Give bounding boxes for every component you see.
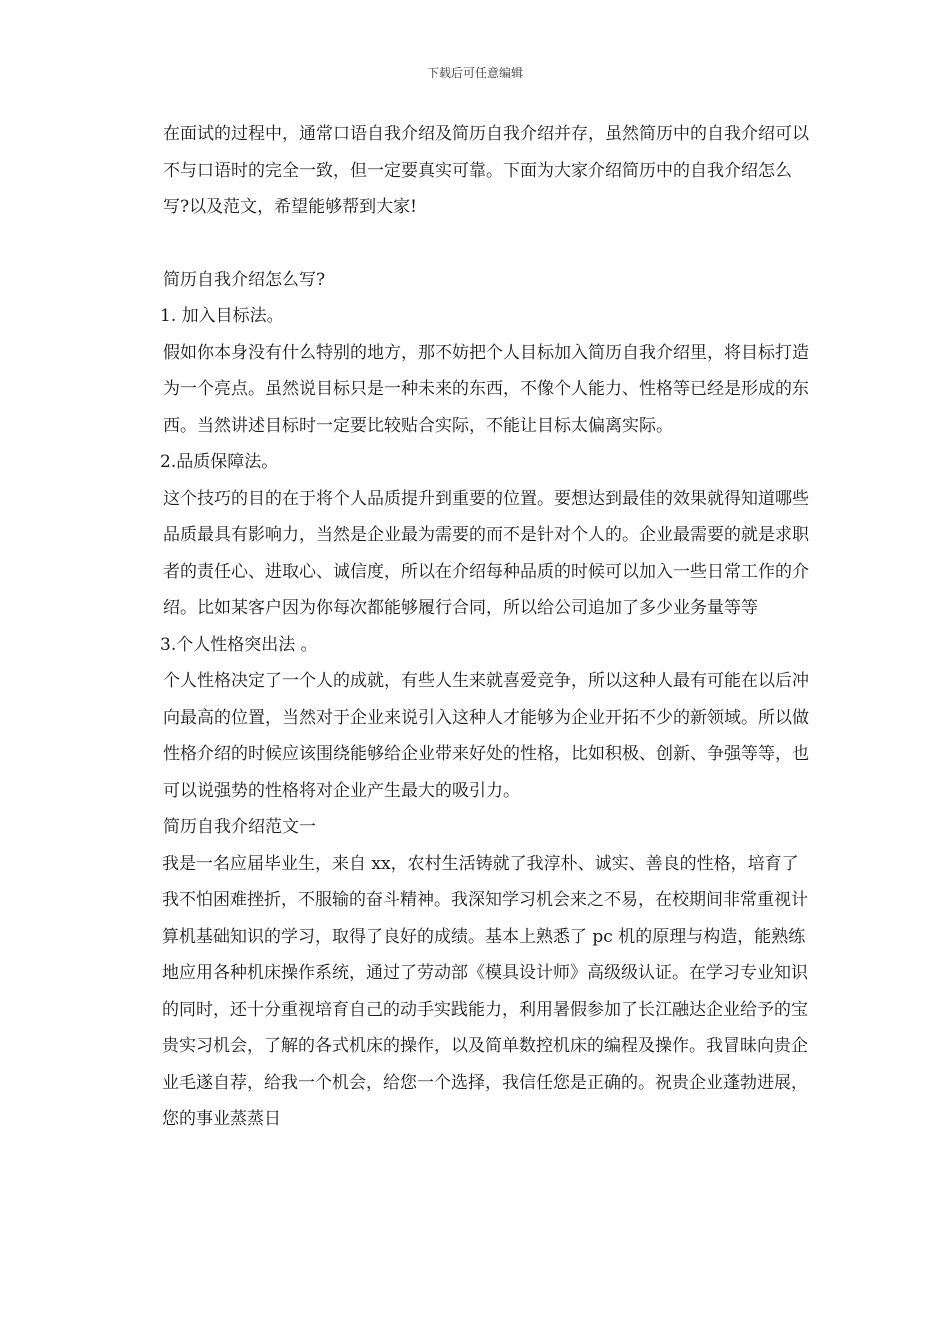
sample-paragraph-1: 我是一名应届毕业生，来自 xx，农村生活铸就了我淳朴、诚实、善良的性格，培育了我不怕困难挫折，不服输的奋斗精神。我深知学习机会来之不易，在校期间非常重视计算机基础知识的学习，取得了良好的成绩。基本上熟悉了 pc 机的原理与构造，能熟练地应用各种机床操作系统，通过了劳动部《模具设计师》高级级认证。在学习专业知识的同时，还十分重视培育自己的动手实践能力，利用暑假参加了长江融达企业给予的宝贵实习机会，了解的各式机床的操作，以及简单数控机床的编程及操作。我冒昧向贵企业毛遂自荐，给我一个机会，给您一个选择，我信任您是正确的。祝贵企业蓬勃进展，您的事业蒸蒸日 (162, 853, 808, 1129)
document-body (145, 116, 813, 1138)
section-heading-sample-1: 简历自我介绍范文一 (163, 817, 316, 837)
method-paragraph-3: 个人性格决定了一个人的成就，有些人生来就喜爱竞争，所以这种人最有可能在以后冲向最高的位置，当然对于企业来说引入这种人才能够为企业开拓不少的新领域。所以做性格介绍的时候应该围绕能够给企业带来好处的性格，比如积极、创新、争强等等，也可以说强势的性格将对企业产生最大的吸引力。 (163, 671, 809, 801)
paragraph-spacer (145, 226, 813, 262)
method-heading-3: 3.个人性格突出法 。 (160, 634, 318, 655)
page-header: 下载后可任意编辑 (426, 66, 523, 80)
intro-paragraph: 在面试的过程中，通常口语自我介绍及简历自我介绍并存，虽然简历中的自我介绍可以不与口语时的完全一致，但一定要真实可靠。下面为大家介绍简历中的自我介绍怎么写?以及范文，希望能够帮到大家! (163, 124, 809, 217)
method-paragraph-2: 这个技巧的目的在于将个人品质提升到重要的位置。要想达到最佳的效果就得知道哪些品质最具有影响力，当然是企业最为需要的而不是针对个人的。企业最需要的就是求职者的责任心、进取心、诚信度，所以在介绍每种品质的时候可以加入一些日常工作的介绍。比如某客户因为你每次都能够履行合同，所以给公司追加了多少业务量等等 (163, 488, 809, 618)
method-heading-2: 2.品质保障法。 (160, 452, 279, 472)
method-paragraph-1: 假如你本身没有什么特别的地方，那不妨把个人目标加入简历自我介绍里，将目标打造为一个亮点。虽然说目标只是一种未来的东西，不像个人能力、性格等已经是形成的东西。当然讲述目标时一定要比较贴合实际，不能让目标太偏离实际。 (163, 342, 809, 436)
section-heading-how-to-write: 简历自我介绍怎么写? (163, 269, 326, 290)
method-heading-1: 1. 加入目标法。 (160, 306, 284, 326)
